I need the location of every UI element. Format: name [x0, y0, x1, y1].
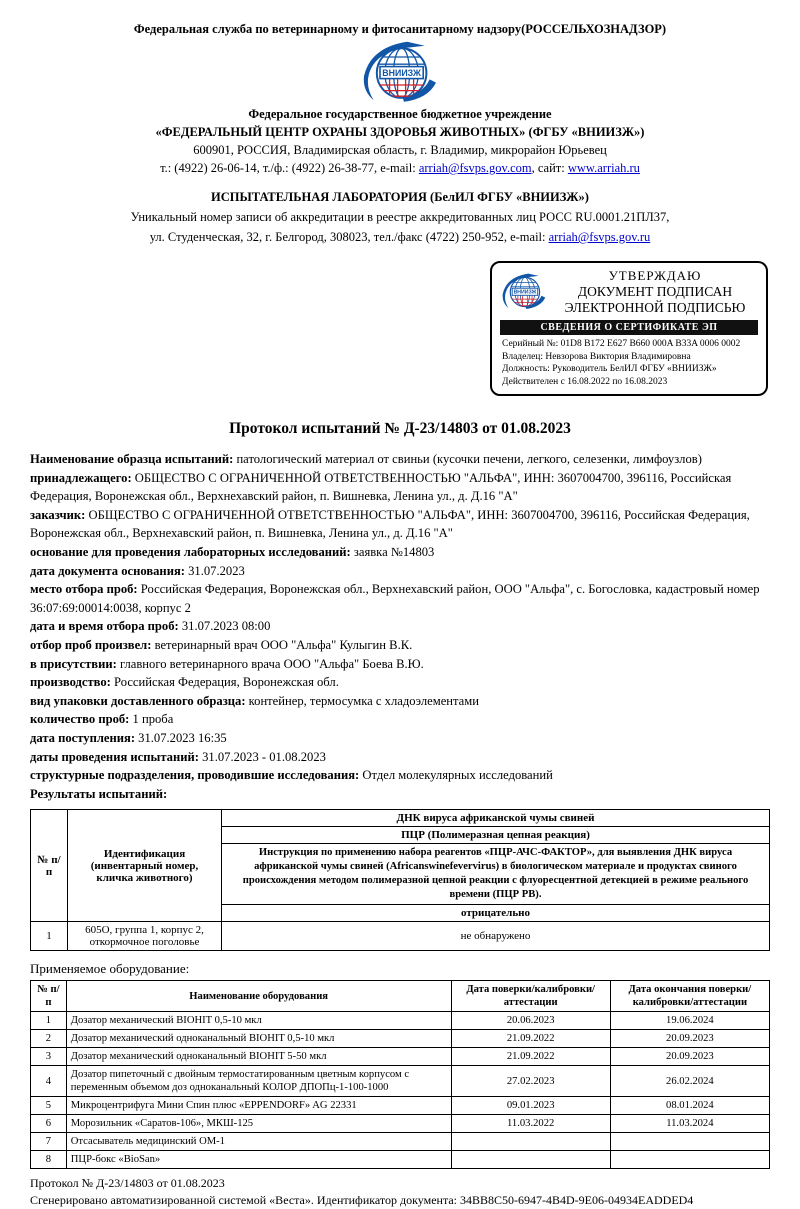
- table-row: 2 Дозатор механический одноканальный BIOHIT 0,5-10 мкл 21.09.2022 20.09.2023: [31, 1030, 770, 1048]
- contact-prefix: т.: (4922) 26-06-14, т./ф.: (4922) 26-38-77, e-mail:: [160, 161, 419, 175]
- detail-line: Наименование образца испытаний: патологический материал от свиньи (кусочки печени, легкого, селезенки, лимфоузлов): [30, 452, 702, 466]
- lab-name: ИСПЫТАТЕЛЬНАЯ ЛАБОРАТОРИЯ (БелИЛ ФГБУ «ВНИИЗЖ»): [211, 190, 589, 204]
- document-title: Протокол испытаний № Д-23/14803 от 01.08.2023: [229, 420, 571, 437]
- results-table: [30, 809, 770, 951]
- table-row: 6 Морозильник «Саратов-106», МКШ-125 11.03.2022 11.03.2024: [31, 1115, 770, 1133]
- eq-col-date-end: Дата окончания поверки/калибровки/аттестации: [610, 981, 769, 1012]
- eq-col-num: № п/п: [31, 981, 67, 1012]
- detail-line: основание для проведения лабораторных исследований: заявка №14803: [30, 544, 435, 559]
- stamp-validity: Действителен с 16.08.2022 по 16.08.2023: [502, 376, 668, 387]
- table-row: 1 Дозатор механический BIOHIT 0,5-10 мкл 20.06.2023 19.06.2024: [31, 1012, 770, 1030]
- results-col-id: Идентификация (инвентарный номер, кличка животного): [68, 810, 222, 922]
- logo-container: [30, 41, 770, 105]
- site-link[interactable]: www.arriah.ru: [567, 161, 640, 175]
- detail-line: дата поступления: 31.07.2023 16:35: [30, 730, 227, 745]
- table-row: 7 Отсасыватель медицинский ОМ-1: [31, 1133, 770, 1151]
- org-name: «ФЕДЕРАЛЬНЫЙ ЦЕНТР ОХРАНЫ ЗДОРОВЬЯ ЖИВОТНЫХ» (ФГБУ «ВНИИЗЖ»): [155, 125, 645, 139]
- org-address: 600901, РОССИЯ, Владимирская область, г. Владимир, микрорайон Юрьевец: [193, 143, 607, 157]
- detail-line: количество проб: 1 проба: [30, 712, 174, 727]
- results-test-name: ДНК вируса африканской чумы свиней: [222, 810, 770, 827]
- agency-header: Федеральная служба по ветеринарному и фитосанитарному надзору(РОССЕЛЬХОЗНАДЗОР): [133, 22, 667, 36]
- stamp-serial: Серийный №: 01D8 B172 E627 B660 000A B33A 0006 0002: [502, 339, 741, 349]
- vniizh-logo-icon: [356, 41, 444, 105]
- accreditation-line: Уникальный номер записи об аккредитации в реестре аккредитованных лиц РОСС RU.0001.21ПЛ37,: [130, 210, 670, 224]
- eq-col-name: Наименование оборудования: [66, 981, 451, 1012]
- org-contacts: [30, 161, 770, 176]
- footer: [30, 1175, 770, 1209]
- svg-text:ВНИИЗЖ: ВНИИЗЖ: [513, 289, 537, 296]
- stamp-cert-bar: СВЕДЕНИЯ О СЕРТИФИКАТЕ ЭП: [500, 320, 758, 335]
- stamp-owner: Владелец: Невзорова Виктория Владимировна: [502, 351, 691, 362]
- table-row: 8 ПЦР-бокс «BioSan»: [31, 1151, 770, 1169]
- detail-line: дата и время отбора проб: 31.07.2023 08:00: [30, 619, 271, 634]
- detail-line: Результаты испытаний:: [30, 786, 168, 801]
- result-row-id: 605О, группа 1, корпус 2, откормочное поголовье: [68, 922, 222, 951]
- detail-line: отбор проб произвел: ветеринарный врач ООО "Альфа" Кулыгин В.К.: [30, 637, 413, 652]
- detail-line: дата документа основания: 31.07.2023: [30, 563, 245, 578]
- stamp-approve-label: УТВЕРЖДАЮ: [608, 268, 702, 283]
- table-row: 5 Микроцентрифуга Мини Спин плюс «EPPENDORF» AG 22331 09.01.2023 08.01.2024: [31, 1097, 770, 1115]
- email-link-vladimir[interactable]: arriah@fsvps.gov.com: [418, 161, 532, 175]
- equipment-table: [30, 980, 770, 1169]
- detail-line: место отбора проб: Российская Федерация, Воронежская обл., Верхнехавский район, ООО "Альфа", с. Богословка, кадастровый номер 36:07:69:00014:0038, корпус 2: [30, 582, 760, 615]
- results-instruction: Инструкция по применению набора реагентов «ПЦР-АЧС-ФАКТОР», для выявления ДНК вируса африканской чумы свиней (Africanswinefevervirus) в биологическом материале и продуктах свиного происхождения методом полимеразной цепной реакции с флуоресцентной детекцией в режиме реального времени (ПЦР РВ).: [222, 844, 770, 905]
- email-link-belgorod[interactable]: arriah@fsvps.gov.ru: [548, 230, 651, 244]
- detail-line: даты проведения испытаний: 31.07.2023 - 01.08.2023: [30, 749, 326, 764]
- results-col-num: № п/п: [31, 810, 68, 922]
- table-row: 4 Дозатор пипеточный с двойным термостатированным цветным корпусом с переменным объемом доз одноканальный КОЛОР ДПОПц-1-100-1000 27.02.2023 26.02.2024: [31, 1066, 770, 1097]
- detail-line: структурные подразделения, проводившие исследования: Отдел молекулярных исследований: [30, 768, 553, 783]
- detail-line: в присутствии: главного ветеринарного врача ООО "Альфа" Боева В.Ю.: [30, 656, 424, 671]
- contact-mid: , сайт:: [531, 161, 568, 175]
- stamp-signed-line1: ДОКУМЕНТ ПОДПИСАН: [577, 284, 733, 299]
- lab-address-prefix: ул. Студенческая, 32, г. Белгород, 308023, тел./факс (4722) 250-952, e-mail:: [149, 230, 549, 244]
- stamp-details: [498, 338, 760, 388]
- stamp-position: Должность: Руководитель БелИЛ ФГБУ «ВНИИЗЖ»: [502, 364, 717, 374]
- stamp-container: [30, 261, 768, 396]
- detail-line: вид упаковки доставленного образца: контейнер, термосумка с хладоэлементами: [30, 693, 479, 708]
- logo-text: ВНИИЗЖ: [382, 67, 421, 78]
- org-type: Федеральное государственное бюджетное учреждение: [248, 107, 552, 121]
- equipment-header-row: [31, 981, 770, 1012]
- stamp-signed-line2: ЭЛЕКТРОННОЙ ПОДПИСЬЮ: [564, 300, 746, 315]
- eq-col-date: Дата поверки/калибровки/аттестации: [451, 981, 610, 1012]
- results-norm: отрицательно: [222, 905, 770, 922]
- lab-contacts: [30, 230, 770, 245]
- vniizh-logo-small-icon: [498, 270, 550, 314]
- details-section: [30, 450, 770, 803]
- footer-generated-line: Сгенерировано автоматизированной системой «Веста». Идентификатор документа: 34BB8C50-6947-4B4D-9E06-04934EADDED4: [30, 1193, 694, 1208]
- signature-stamp: [490, 261, 768, 396]
- detail-line: производство: Российская Федерация, Воронежская обл.: [30, 675, 339, 690]
- results-method: ПЦР (Полимеразная цепная реакция): [222, 827, 770, 844]
- table-row: [31, 922, 770, 951]
- result-row-result: не обнаружено: [222, 922, 770, 951]
- footer-protocol-number: Протокол № Д-23/14803 от 01.08.2023: [30, 1176, 225, 1191]
- result-row-num: 1: [31, 922, 68, 951]
- equipment-caption: Применяемое оборудование:: [30, 961, 190, 977]
- table-row: 3 Дозатор механический одноканальный BIOHIT 5-50 мкл 21.09.2022 20.09.2023: [31, 1048, 770, 1066]
- detail-line: принадлежащего: ОБЩЕСТВО С ОГРАНИЧЕННОЙ ОТВЕТСТВЕННОСТЬЮ "АЛЬФА", ИНН: 3607004700, 396116, Российская Федерация, Воронежская обл., Верхнехавский район, п. Вишневка, Ленина ул., д. Д.16 "А": [30, 470, 732, 504]
- detail-line: заказчик: ОБЩЕСТВО С ОГРАНИЧЕННОЙ ОТВЕТСТВЕННОСТЬЮ "АЛЬФА", ИНН: 3607004700, 396116, Российская Федерация, Воронежская обл., Верхнехавский район, п. Вишневка, Ленина ул., д. Д.16 "А": [30, 507, 750, 541]
